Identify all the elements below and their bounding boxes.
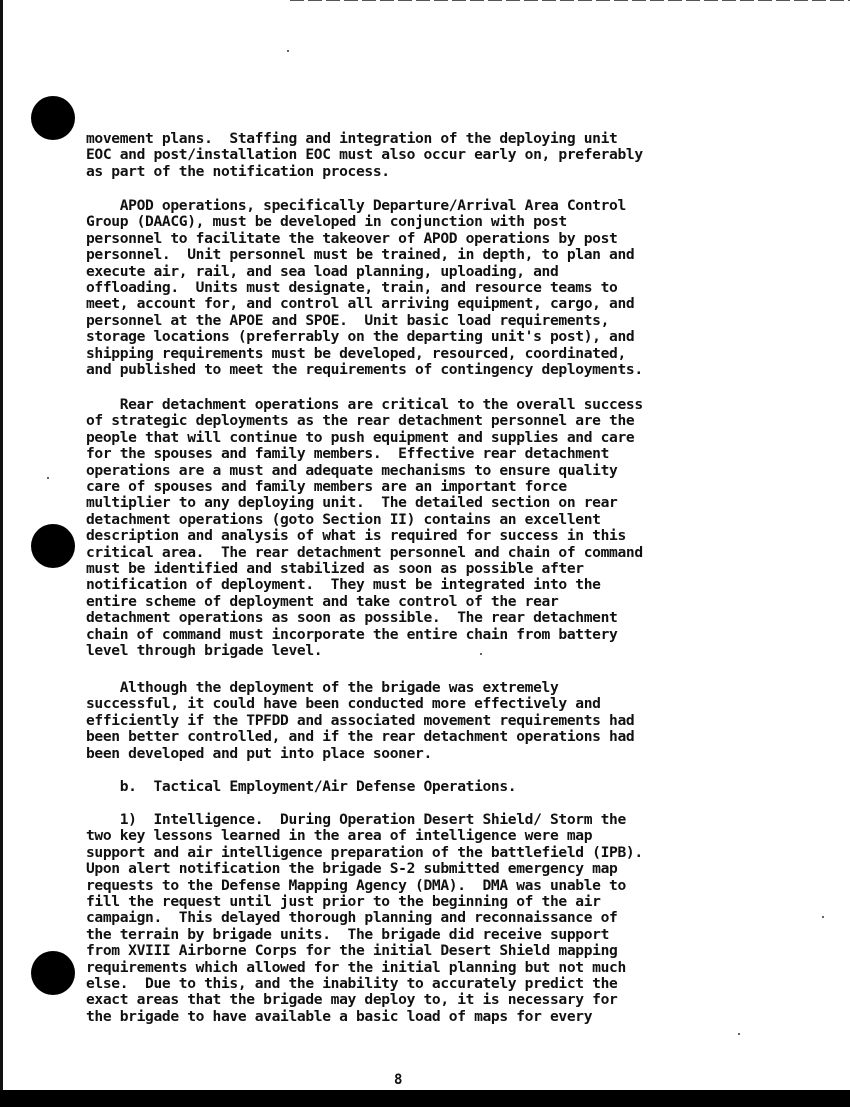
text-line: critical area. The rear detachment personnel and chain of command (86, 543, 643, 561)
text-line: 1) Intelligence. During Operation Desert Shield/ Storm the (86, 811, 626, 828)
text-line: fill the request until just prior to the beginning of the air (86, 893, 601, 911)
scan-speck (738, 1033, 740, 1035)
text-line: campaign. This delayed thorough planning and reconnaissance of (86, 909, 618, 927)
text-line: been better controlled, and if the rear detachment operations had (86, 728, 635, 746)
text-line: detachment operations as soon as possible. The rear detachment (86, 609, 618, 627)
text-line: entire scheme of deployment and take control of the rear (86, 592, 559, 610)
text-line: of strategic deployments as the rear detachment personnel are the (86, 412, 635, 430)
text-line: description and analysis of what is required for success in this (86, 527, 626, 545)
text-line: chain of command must incorporate the entire chain from battery (86, 625, 618, 643)
text-line: personnel. Unit personnel must be trained, in depth, to plan and (86, 246, 635, 264)
paragraph-continued (86, 131, 766, 180)
paragraph-rear-detachment (86, 397, 766, 660)
text-line: EOC and post/installation EOC must also occur early on, preferably (86, 146, 643, 164)
text-line: Group (DAACG), must be developed in conjunction with post (86, 213, 567, 231)
text-line: notification of deployment. They must be integrated into the (86, 576, 601, 594)
scan-left-edge (0, 0, 3, 1090)
text-line: personnel to facilitate the takeover of APOD operations by post (86, 229, 618, 247)
text-line: two key lessons learned in the area of intelligence were map (86, 827, 593, 845)
text-line: the brigade to have available a basic load of maps for every (86, 1007, 593, 1025)
text-line: level through brigade level. (86, 642, 323, 660)
page-number: 8 (394, 1072, 403, 1088)
text-line: b. Tactical Employment/Air Defense Operations. (86, 778, 517, 795)
scan-top-edge (290, 0, 850, 1)
text-line: execute air, rail, and sea load planning, uploading, and (86, 262, 559, 280)
text-line: as part of the notification process. (86, 162, 390, 180)
paragraph-apod-operations (86, 198, 766, 378)
text-line: storage locations (preferrably on the departing unit's post), and (86, 328, 635, 346)
text-line: for the spouses and family members. Effective rear detachment (86, 445, 610, 463)
section-heading-b (86, 779, 766, 795)
text-line: requirements which allowed for the initial planning but not much (86, 958, 626, 976)
text-line: been developed and put into place sooner. (86, 744, 432, 762)
text-line: shipping requirements must be developed, resourced, coordinated, (86, 344, 626, 362)
text-line: people that will continue to push equipment and supplies and care (86, 428, 635, 446)
text-line: operations are a must and adequate mechanisms to ensure quality (86, 461, 618, 479)
text-line: requests to the Defense Mapping Agency (DMA). DMA was unable to (86, 876, 626, 894)
text-line: personnel at the APOE and SPOE. Unit basic load requirements, (86, 311, 610, 329)
punch-hole-top (31, 96, 75, 140)
text-line: the terrain by brigade units. The brigade did receive support (86, 925, 610, 943)
text-line: successful, it could have been conducted more effectively and (86, 695, 601, 713)
scan-speck (822, 916, 824, 918)
text-line: APOD operations, specifically Departure/Arrival Area Control (86, 197, 626, 214)
text-line: must be identified and stabilized as soon as possible after (86, 560, 584, 578)
scan-bottom-border (0, 1090, 850, 1107)
punch-hole-middle (31, 524, 75, 568)
text-line: care of spouses and family members are an important force (86, 478, 567, 496)
text-line: Upon alert notification the brigade S-2 submitted emergency map (86, 860, 618, 878)
text-line: meet, account for, and control all arriving equipment, cargo, and (86, 295, 635, 313)
text-line: from XVIII Airborne Corps for the initial Desert Shield mapping (86, 942, 618, 960)
scan-speck (287, 50, 289, 52)
text-line: support and air intelligence preparation of the battlefield (IPB). (86, 843, 643, 861)
text-line: Rear detachment operations are critical to the overall success (86, 396, 643, 413)
text-line: else. Due to this, and the inability to accurately predict the (86, 975, 618, 993)
text-line: offloading. Units must designate, train, and resource teams to (86, 279, 618, 297)
text-line: efficiently if the TPFDD and associated movement requirements had (86, 711, 635, 729)
text-line: multiplier to any deploying unit. The detailed section on rear (86, 494, 618, 512)
punch-hole-bottom (31, 951, 75, 995)
text-line: movement plans. Staffing and integration of the deploying unit (86, 130, 618, 147)
paragraph-intelligence (86, 812, 766, 1025)
text-line: Although the deployment of the brigade was extremely (86, 679, 559, 696)
text-line: and published to meet the requirements of contingency deployments. (86, 361, 643, 379)
text-line: detachment operations (goto Section II) contains an excellent (86, 510, 601, 528)
paragraph-although (86, 680, 766, 762)
scan-speck (47, 477, 49, 479)
text-line: exact areas that the brigade may deploy to, it is necessary for (86, 991, 618, 1009)
